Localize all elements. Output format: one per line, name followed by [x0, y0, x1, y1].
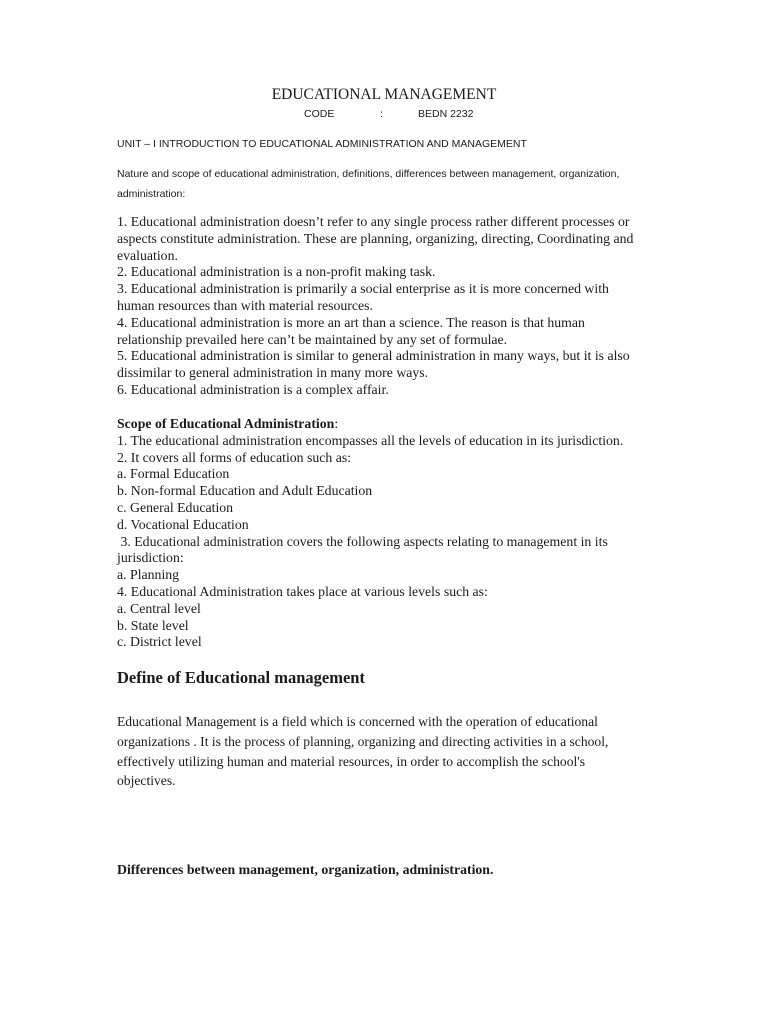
scope-line: a. Planning [117, 567, 180, 583]
document-title: EDUCATIONAL MANAGEMENT [271, 86, 497, 103]
scope-line: 2. It covers all forms of education such as: [117, 449, 352, 465]
differences-heading: Differences between management, organization, administration. [117, 862, 494, 877]
code-label: CODE [304, 108, 335, 120]
nature-point-line: dissimilar to general administration in many more ways. [117, 365, 429, 381]
code-separator: : [380, 108, 383, 120]
scope-heading: Scope of Educational Administration [117, 416, 335, 431]
nature-intro: Nature and scope of educational administration, definitions, differences between management, organization, administration: [117, 168, 620, 200]
nature-point-line: evaluation. [117, 247, 178, 263]
unit-heading: UNIT – I INTRODUCTION TO EDUCATIONAL ADMINISTRATION AND MANAGEMENT [117, 138, 527, 150]
scope-line: a. Formal Education [117, 466, 230, 482]
scope-line: 3. Educational administration covers the following aspects relating to management in its [117, 533, 608, 549]
scope-line: b. State level [117, 617, 189, 633]
define-heading: Define of Educational management [117, 668, 365, 687]
scope-heading-suffix: : [334, 416, 339, 431]
nature-point-line: 3. Educational administration is primarily a social enterprise as it is more concerned with [117, 281, 609, 297]
define-paragraph: Educational Management is a field which is concerned with the operation of educational organizations . It is the process of planning, organizing and directing activities in a school, effectively utilizing human and material resources, in order to accomplish the school's objectives. [117, 714, 609, 789]
nature-point-line: aspects constitute administration. These are planning, organizing, directing, Coordinating and [117, 230, 634, 246]
scope-line: c. District level [117, 634, 202, 650]
scope-line: jurisdiction: [117, 550, 184, 566]
code-value: BEDN 2232 [418, 108, 474, 120]
scope-line: 1. The educational administration encompasses all the levels of education in its jurisdiction. [117, 432, 624, 448]
nature-point-line: 5. Educational administration is similar to general administration in many ways, but it is also [117, 348, 630, 364]
nature-point-line: 1. Educational administration doesn’t refer to any single process rather different processes or [117, 214, 630, 229]
nature-point-line: 2. Educational administration is a non-profit making task. [117, 264, 436, 280]
scope-heading-line [117, 416, 662, 433]
scope-line: b. Non-formal Education and Adult Education [117, 483, 373, 499]
nature-point-line: relationship prevailed here can’t be maintained by any set of formulae. [117, 331, 508, 347]
scope-line: d. Vocational Education [117, 516, 249, 532]
scope-line: 4. Educational Administration takes place at various levels such as: [117, 583, 488, 599]
scope-line: c. General Education [117, 499, 234, 515]
scope-line: a. Central level [117, 600, 201, 616]
scope-section [117, 416, 662, 651]
nature-point-line: 6. Educational administration is a complex affair. [117, 381, 389, 397]
nature-point-line: human resources than with material resources. [117, 297, 373, 313]
nature-points-list [117, 214, 662, 399]
nature-point-line: 4. Educational administration is more an art than a science. The reason is that human [117, 314, 585, 330]
